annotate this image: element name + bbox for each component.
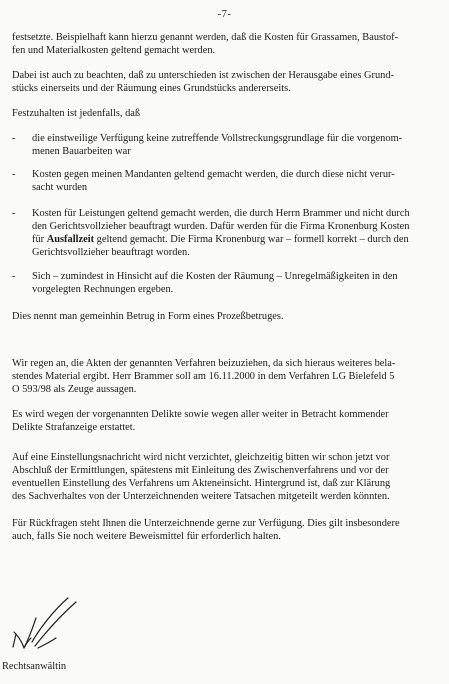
list-item-3-line-3 bbox=[32, 233, 437, 246]
paragraph-4 bbox=[12, 310, 440, 323]
signer-title: Rechtsanwältin bbox=[2, 661, 67, 672]
paragraph-5-line-2: stendes Material ergibt. Herr Brammer soll am 16.11.2000 in dem Verfahren LG Bielefeld 5 bbox=[12, 371, 395, 382]
paragraph-6-line-2: Delikte Strafanzeige erstattet. bbox=[12, 422, 136, 433]
list-item-1-line-1: die einstweilige Verfügung keine zutreffende Vollstreckungsgrundlage für die vorgenom- bbox=[32, 133, 403, 144]
list-item-4-line-1: Sich – zumindest in Hinsicht auf die Kosten der Räumung – Unregelmäßigkeiten in den bbox=[32, 271, 398, 282]
list-dash: - bbox=[12, 208, 16, 219]
paragraph-6 bbox=[12, 408, 440, 434]
paragraph-8-line-2: auch, falls Sie noch weitere Beweismittel für erforderlich halten. bbox=[12, 531, 281, 542]
paragraph-2-line-2: stücks einerseits und der Räumung eines Grundstücks andererseits. bbox=[12, 83, 291, 94]
list-dash: - bbox=[12, 271, 16, 282]
list-item-3-line-4: Gerichtsvollzieher beauftragt worden. bbox=[32, 247, 190, 258]
list-dash: - bbox=[12, 133, 16, 144]
paragraph-2-line-1: Dabei ist auch zu beachten, daß zu unterschieden ist zwischen der Herausgabe eines Grund- bbox=[12, 70, 394, 81]
paragraph-1 bbox=[12, 31, 440, 57]
paragraph-7-line-2: Abschluß der Ermittlungen, spätestens mit Einleitung des Zwischenverfahrens und vor der bbox=[12, 465, 389, 476]
list-item-2-line-1: Kosten gegen meinen Mandanten geltend gemacht werden, die durch diese nicht verur- bbox=[32, 169, 395, 180]
paragraph-2 bbox=[12, 69, 440, 95]
emphasized-term: Ausfallzeit bbox=[46, 234, 95, 245]
list-dash: - bbox=[12, 169, 16, 180]
paragraph-6-line-1: Es wird wegen der vorgenannten Delikte sowie wegen aller weiter in Betracht kommender bbox=[12, 409, 389, 420]
paragraph-1-line-2: fen und Materialkosten geltend gemacht werden. bbox=[12, 45, 216, 56]
paragraph-8 bbox=[12, 517, 440, 543]
paragraph-5 bbox=[12, 357, 440, 396]
paragraph-7-line-3: eventuellen Einstellung des Verfahrens um Akteneinsicht. Hintergrund ist, daß zur Klärung bbox=[12, 478, 391, 489]
handwritten-signature bbox=[2, 590, 122, 662]
paragraph-7 bbox=[12, 451, 440, 503]
paragraph-4-line-1: Dies nennt man gemeinhin Betrug in Form eines Prozeßbetruges. bbox=[12, 311, 284, 322]
list-item-3-line-1: Kosten für Leistungen geltend gemacht werden, die durch Herrn Brammer und nicht durch bbox=[32, 208, 410, 219]
paragraph-3 bbox=[12, 107, 440, 120]
list-item-2-line-2: sacht wurden bbox=[32, 182, 88, 193]
list-item-3-line-3-end: geltend gemacht. Die Firma Kronenburg war – formell korrekt – durch den bbox=[94, 234, 409, 245]
paragraph-7-line-1: Auf eine Einstellungsnachricht wird nicht verzichtet, gleichzeitig bitten wir schon jetzt vor bbox=[12, 452, 390, 463]
paragraph-5-line-1: Wir regen an, die Akten der genannten Verfahren beizuziehen, da sich hieraus weiteres bela- bbox=[12, 358, 396, 369]
list-item-4-line-2: vorgelegten Rechnungen ergeben. bbox=[32, 284, 174, 295]
paragraph-8-line-1: Für Rückfragen steht Ihnen die Unterzeichnende gerne zur Verfügung. Dies gilt insbesondere bbox=[12, 518, 400, 529]
paragraph-7-line-4: des Sachverhaltes von der Unterzeichnenden weitere Tatsachen mitgeteilt werden könnten. bbox=[12, 491, 390, 502]
list-item-3-line-3-start: für bbox=[32, 234, 47, 245]
paragraph-5-line-3: O 593/98 als Zeuge aussagen. bbox=[12, 384, 137, 395]
paragraph-3-line-1: Festzuhalten ist jedenfalls, daß bbox=[12, 108, 141, 119]
page-number: -7- bbox=[217, 9, 232, 20]
list-item-1-line-2: menen Bauarbeiten war bbox=[32, 146, 131, 157]
paragraph-1-line-1: festsetzte. Beispielhaft kann hierzu genannt werden, daß die Kosten für Grassamen, Baustof- bbox=[12, 32, 399, 43]
list-item-3-line-2: den Gerichtsvollzieher beauftragt wurden. Dafür werden für die Firma Kronenburg Kosten bbox=[32, 221, 410, 232]
